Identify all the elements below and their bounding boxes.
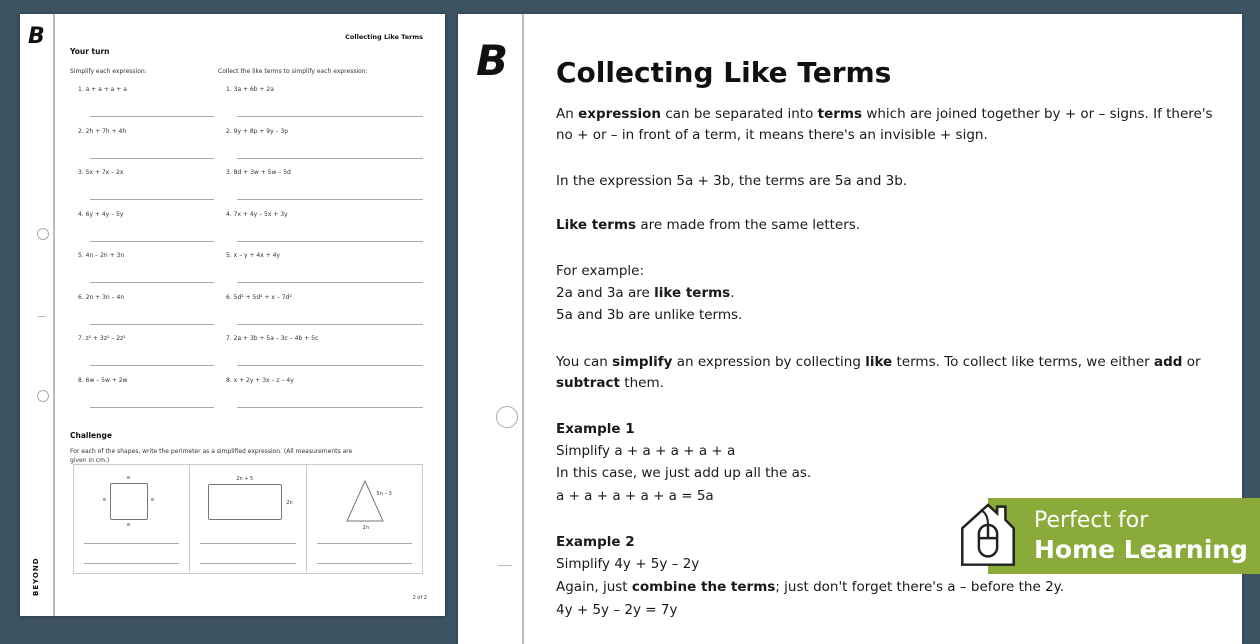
answer-line[interactable] <box>90 241 214 242</box>
bold-term: like terms <box>654 285 731 301</box>
text-segment: For example: <box>556 263 645 279</box>
answer-line[interactable] <box>317 543 412 544</box>
challenge-shapes <box>73 464 423 574</box>
question-item: 8. x + 2y + 3x – z – 4y <box>226 376 294 384</box>
question-item: 6. 2n + 3n – 4n <box>78 293 125 301</box>
question-item: 4. 6y + 4y – 5y <box>78 210 124 218</box>
question-item: 3. 5x + 7x – 2x <box>78 169 124 176</box>
text-segment: 5a and 3b are unlike terms. <box>556 307 743 323</box>
answer-line[interactable] <box>84 563 179 564</box>
bold-term: combine the terms <box>631 579 776 595</box>
punch-hole <box>37 228 49 240</box>
fold-mark <box>38 316 46 317</box>
page-number: 2 of 2 <box>412 595 427 601</box>
guide-line <box>556 285 735 301</box>
section-title: Your turn <box>70 47 110 56</box>
text-segment: an expression by collecting <box>672 354 866 370</box>
guide-line <box>556 488 714 504</box>
text-segment: can be separated into <box>661 106 818 122</box>
challenge-text: For each of the shapes, write the perimeter as a simplified expression. (All measurements are <box>70 448 353 455</box>
bold-term: Example 1 <box>556 421 635 437</box>
guide-line <box>556 534 635 550</box>
square-cell <box>74 465 190 573</box>
text-segment: . <box>730 285 735 301</box>
question-item: 1. 3a + 6b + 2a <box>226 86 274 93</box>
bold-term: add <box>1154 354 1183 370</box>
brand-vertical: BEYOND <box>32 557 40 596</box>
guide-line <box>556 173 907 189</box>
text-segment: Again, just <box>556 579 632 595</box>
rect-side-label: 2n <box>286 500 293 506</box>
question-item: 7. z² + 3z² – 2z² <box>78 335 126 342</box>
text-segment: a + a + a + a + a = 5a <box>556 488 714 504</box>
question-item: 3. 8d + 3w + 5w – 5d <box>226 169 291 176</box>
question-item: 8. 6w – 5w + 2w <box>78 376 128 384</box>
question-item: 6. 5d² + 5d² + x – 7d² <box>226 293 292 301</box>
answer-line[interactable] <box>90 199 214 200</box>
text-segment: You can <box>556 354 613 370</box>
text-segment: 2a and 3a are <box>556 285 655 301</box>
square-label: e <box>103 497 107 503</box>
margin-line <box>522 14 524 644</box>
challenge-text: given in cm.) <box>70 457 110 464</box>
guide-title: Collecting Like Terms <box>556 56 892 89</box>
guide-line <box>556 106 1213 122</box>
question-item: 2. 2h + 7h + 4h <box>78 127 127 135</box>
answer-line[interactable] <box>90 158 214 159</box>
bold-term: like <box>865 354 893 370</box>
square-label: e <box>127 522 131 528</box>
guide-line <box>556 556 699 572</box>
guide-line <box>556 375 664 391</box>
fold-mark <box>498 565 512 566</box>
text-segment: Simplify a + a + a + a + a <box>556 443 736 459</box>
guide-line <box>556 307 742 323</box>
text-segment: Simplify 4y + 5y – 2y <box>556 556 700 572</box>
text-segment: which are joined together by + or – signs. If there's <box>862 106 1213 122</box>
rectangle-shape <box>208 484 282 520</box>
question-item: 5. x – y + 4x + 4y <box>226 252 280 259</box>
answer-line[interactable] <box>90 324 214 325</box>
triangle-shape <box>345 479 385 523</box>
punch-hole <box>496 406 518 428</box>
answer-line[interactable] <box>317 563 412 564</box>
answer-line[interactable] <box>200 563 295 564</box>
text-segment: no + or – in front of a term, it means there's an invisible + sign. <box>556 127 988 143</box>
guide-line <box>556 602 677 618</box>
triangle-cell <box>307 465 422 573</box>
text-segment: 4y + 5y – 2y = 7y <box>556 602 678 618</box>
col1-instruction: Simplify each expression: <box>70 68 147 75</box>
answer-line[interactable] <box>237 365 423 366</box>
square-label: e <box>127 475 131 481</box>
guide-line <box>556 579 1064 595</box>
text-segment: them. <box>620 375 664 391</box>
guide-line <box>556 443 735 459</box>
answer-line[interactable] <box>90 407 214 408</box>
answer-line[interactable] <box>237 324 423 325</box>
rectangle-cell <box>190 465 306 573</box>
answer-line[interactable] <box>90 282 214 283</box>
banner-line1: Perfect for <box>1034 508 1149 533</box>
beyond-logo: B <box>476 36 509 85</box>
answer-line[interactable] <box>200 543 295 544</box>
punch-hole <box>37 390 49 402</box>
guide-line <box>556 421 635 437</box>
question-item: 1. a + a + a + a <box>78 86 127 93</box>
answer-line[interactable] <box>237 282 423 283</box>
answer-line[interactable] <box>237 116 423 117</box>
guide-line <box>556 217 860 233</box>
guide-line <box>556 263 644 279</box>
square-shape <box>110 483 148 520</box>
answer-line[interactable] <box>237 158 423 159</box>
bold-term: terms <box>817 106 863 122</box>
text-segment: In the expression 5a + 3b, the terms are 5a and 3b. <box>556 173 908 189</box>
question-item: 4. 7x + 4y – 5x + 3y <box>226 210 288 218</box>
rect-top-label: 2n + 5 <box>236 476 254 482</box>
answer-line[interactable] <box>90 116 214 117</box>
beyond-logo: B <box>28 24 45 49</box>
answer-line[interactable] <box>237 241 423 242</box>
text-segment: In this case, we just add up all the as. <box>556 465 812 481</box>
guide-line <box>556 354 1201 370</box>
bold-term: Like terms <box>556 217 637 233</box>
guide-line <box>556 127 988 143</box>
text-segment: An <box>556 106 579 122</box>
question-item: 2. 9y + 8p + 9y – 3p <box>226 127 289 135</box>
guide-line <box>556 465 811 481</box>
answer-line[interactable] <box>84 543 179 544</box>
bold-term: Example 2 <box>556 534 635 550</box>
home-learning-banner <box>988 498 1260 574</box>
answer-line[interactable] <box>237 199 423 200</box>
banner-line2: Home Learning <box>1034 535 1248 564</box>
worksheet-header: Collecting Like Terms <box>345 33 423 41</box>
square-label: e <box>151 497 155 503</box>
col2-instruction: Collect the like terms to simplify each expression: <box>218 68 368 75</box>
answer-line[interactable] <box>237 407 423 408</box>
bold-term: simplify <box>612 354 673 370</box>
question-item: 5. 4n – 2n + 3n <box>78 252 125 259</box>
text-segment: ; just don't forget there's a – before the 2y. <box>775 579 1065 595</box>
triangle-side-label: 5n – 3 <box>376 491 392 497</box>
challenge-title: Challenge <box>70 431 112 440</box>
worksheet-page <box>20 14 445 616</box>
text-segment: or <box>1182 354 1201 370</box>
bold-term: subtract <box>556 375 620 391</box>
question-item: 7. 2a + 3b + 5a – 3c – 4b + 5c <box>226 335 319 342</box>
triangle-base-label: 2n <box>362 525 370 531</box>
text-segment: terms. To collect like terms, we either <box>892 354 1154 370</box>
text-segment: are made from the same letters. <box>636 217 861 233</box>
margin-line <box>53 14 55 616</box>
answer-line[interactable] <box>90 365 214 366</box>
bold-term: expression <box>578 106 662 122</box>
house-mouse-icon <box>958 500 1018 568</box>
